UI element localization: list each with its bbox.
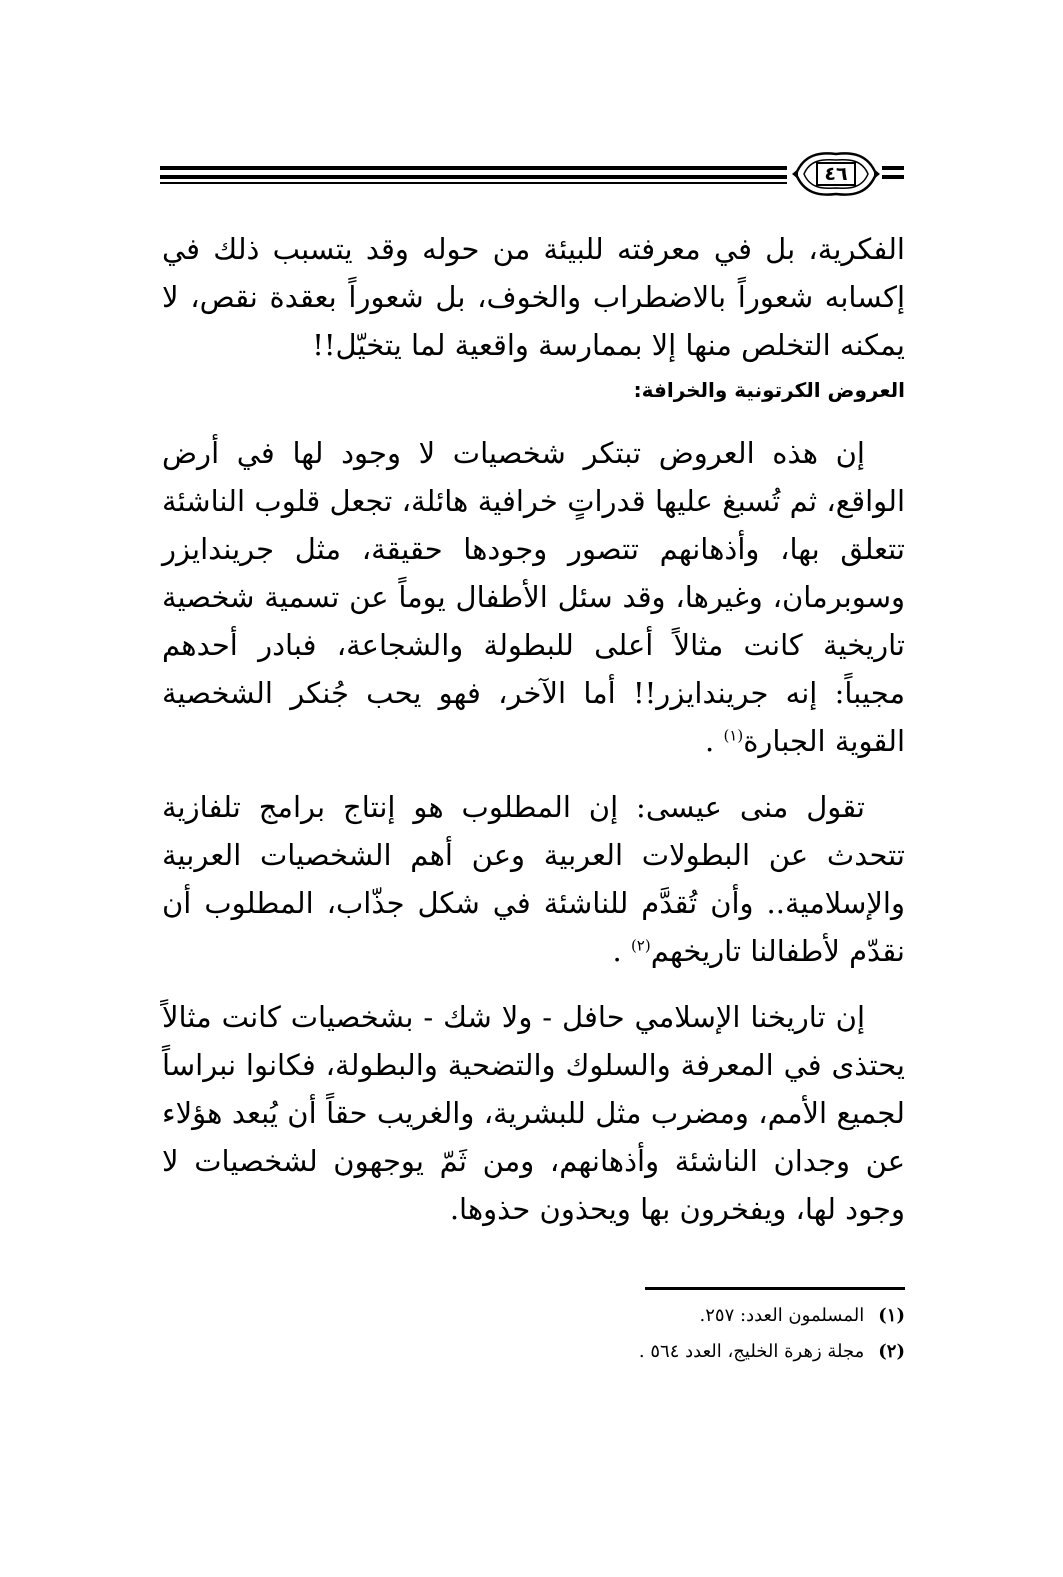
paragraph xyxy=(162,783,905,975)
header-rule xyxy=(882,175,904,179)
footnotes xyxy=(305,1298,905,1370)
page-header xyxy=(160,148,905,200)
header-rule xyxy=(882,166,904,170)
footnote-ref[interactable]: (٢) xyxy=(630,936,651,955)
footnote-ref[interactable]: (١) xyxy=(723,726,744,745)
paragraph-text: إن هذه العروض تبتكر شخصيات لا وجود لها في أرض الواقع، ثم تُسبغ عليها قدراتٍ خرافية هائلة، تجعل قلوب الناشئة تتعلق بها، وأذهانهم تتصور وجودها حقيقة، مثل جريندايزر وسوبرمان، وغيرها، وقد سئل الأطفال يوماً عن تسمية شخصية تاريخية كانت مثالاً أعلى للبطولة والشجاعة، فبادر أحدهم مجيباً: إنه جريندايزر!! أما الآخر، فهو يحب جُنكر الشخصية القوية الجبارة xyxy=(162,436,905,758)
footnote-text: المسلمون العدد: ٢٥٧. xyxy=(699,1305,865,1326)
footnote-text: مجلة زهرة الخليج، العدد ٥٦٤ . xyxy=(638,1341,865,1362)
footnote xyxy=(305,1298,905,1334)
page-number: ٤٦ xyxy=(824,163,848,185)
header-rule xyxy=(160,166,787,170)
paragraph: الفكرية، بل في معرفته للبيئة من حوله وقد يتسبب ذلك في إكسابه شعوراً بالاضطراب والخوف، بل شعوراً بعقدة نقص، لا يمكنه التخلص منها إلا بممارسة واقعية لما يتخيّل!! xyxy=(162,232,905,362)
footnote-separator xyxy=(645,1287,905,1290)
paragraph-text: تقول منى عيسى: إن المطلوب هو إنتاج برامج تلفازية تتحدث عن البطولات العربية وعن أهم الشخصيات العربية والإسلامية.. وأن تُقدَّم للناشئة في شكل جذّاب، المطلوب أن نقدّم لأطفالنا تاريخهم xyxy=(162,790,905,968)
header-rule xyxy=(160,175,787,179)
paragraph: إن تاريخنا الإسلامي حافل - ولا شك - بشخصيات كانت مثالاً يحتذى في المعرفة والسلوك والتضحية والبطولة، فكانوا نبراساً لجميع الأمم، ومضرب مثل للبشرية، والغريب حقاً أن يُبعد هؤلاء عن وجدان الناشئة وأذهانهم، ومن ثَمّ يوجهون لشخصيات لا وجود لها، ويفخرون بها ويحذون حذوها. xyxy=(162,1000,905,1226)
header-rule xyxy=(160,182,787,184)
footnote-marker: (١) xyxy=(878,1305,905,1326)
footnote-marker: (٢) xyxy=(878,1341,905,1362)
page-body xyxy=(162,225,905,1233)
footnote xyxy=(305,1334,905,1370)
paragraph-end: . xyxy=(612,934,622,968)
paragraph-end: . xyxy=(705,724,715,758)
section-heading: العروض الكرتونية والخرافة: xyxy=(633,378,905,402)
paragraph xyxy=(162,429,905,765)
page-number-ornament xyxy=(790,148,882,200)
